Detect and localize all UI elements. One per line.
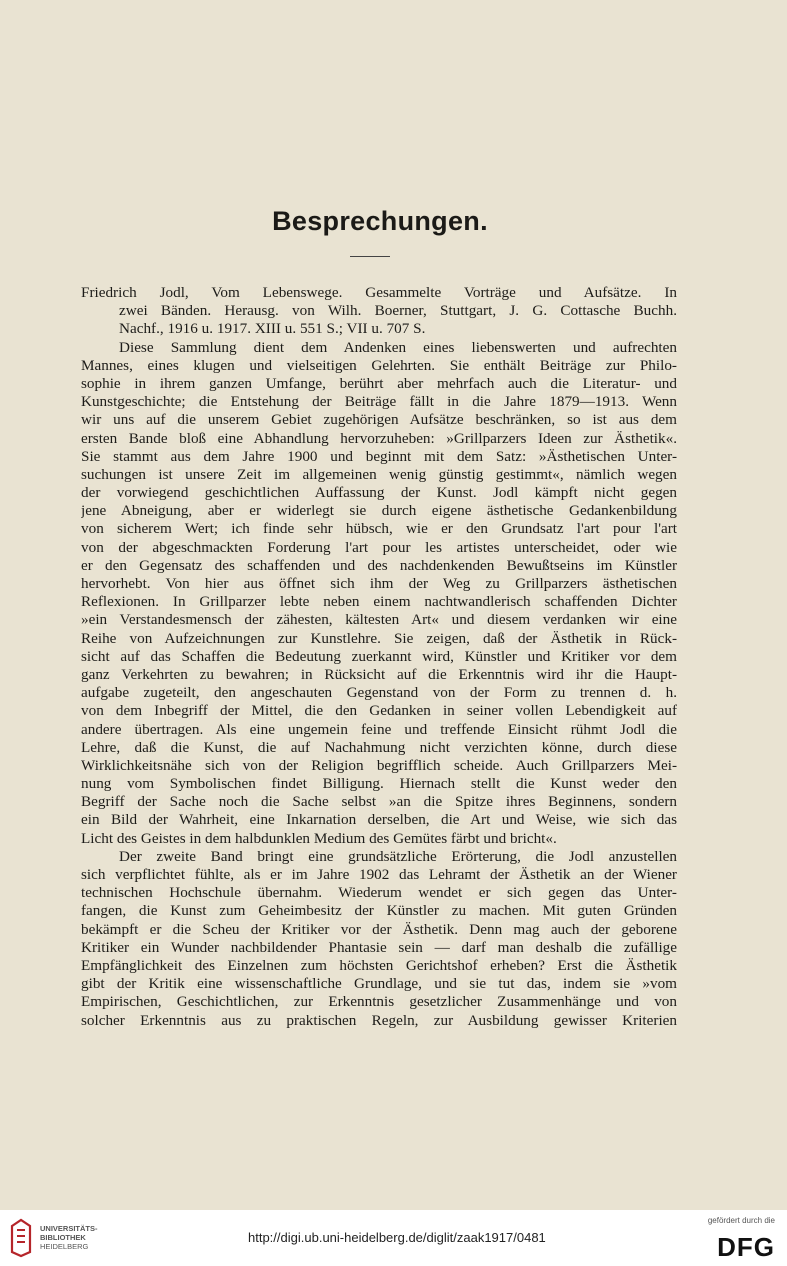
text-line: Diese Sammlung dient dem Andenken eines liebenswerten und aufrechten xyxy=(119,338,677,356)
text-line: jene Abneigung, aber er widerlegt sie durch eigene ästhetische Gedankenbildung xyxy=(81,502,677,520)
text-line: Friedrich Jodl, Vom Lebenswege. Gesammelte Vorträge und Aufsätze. In xyxy=(81,284,677,301)
text-line: sich verpflichtet fühlte, als er im Jahre 1902 das Lehramt der Ästhetik an der Wiener xyxy=(81,866,677,883)
text-line: Kunstgeschichte; die Entstehung der Beiträge fällt in die Jahre 1879—1913. Wenn xyxy=(81,393,677,411)
library-name-line: UNIVERSITÄTS- xyxy=(40,1224,98,1233)
text-line: »ein Verstandesmensch der zähesten, kältesten Art« und diesem verdanken wir eine xyxy=(81,611,677,629)
text-line: bekämpft er die Scheu der Kritiker vor der Ästhetik. Denn mag auch der geborene xyxy=(81,920,677,938)
text-line: Lehre, daß die Kunst, die auf Nachahmung nicht verzichten könne, durch diese xyxy=(81,738,677,756)
text-line: gibt der Kritik eine wissenschaftliche Grundlage, und sie tut das, indem sie »vom xyxy=(81,975,677,993)
text-line: technischen Hochschule übernahm. Wiederum wendet er sich gegen das Unter- xyxy=(81,884,677,902)
text-line: andere übertragen. Als eine ungemein feine und treffende Einsicht rühmt Jodl die xyxy=(81,720,677,738)
text-line: sophie in ihrem ganzen Umfange, berührt aber mehrfach auch die Literatur- und xyxy=(81,374,677,392)
text-line: fangen, die Kunst zum Geheimbesitz der Künstler zu machen. Mit guten Gründen xyxy=(81,902,677,920)
text-line: Wirklichkeitsnähe sich von der Religion begrifflich scheide. Auch Grillparzers Mei- xyxy=(81,756,677,774)
section-heading: Besprechungen. xyxy=(272,206,488,236)
text-line: von der abgeschmackten Forderung l'art pour les artistes unterscheidet, oder wie xyxy=(81,538,677,556)
text-line: der vorwiegend geschichtlichen Auffassung der Kunst. Jodl kämpft nicht gegen xyxy=(81,484,677,502)
text-line: sicht auf das Schaffen die Bedeutung zuerkannt wird, Künstler und Kritiker vor dem xyxy=(81,647,677,665)
review-text xyxy=(81,284,677,1030)
library-name-line: HEIDELBERG xyxy=(40,1242,89,1251)
text-line: hervorhebt. Von hier aus öffnet sich ihm der Weg zu Grillparzers ästhetischen xyxy=(81,575,677,592)
text-line: Empfänglichkeit des Einzelnen zum höchsten Gerichtshof erheben? Erst die Ästhetik xyxy=(81,956,677,974)
library-logo-icon xyxy=(8,1218,34,1258)
text-line: Reflexionen. In Grillparzer lebte neben einem nachtwandlerisch schaffenden Dichter xyxy=(81,593,677,611)
text-line: ganz Verkehrten zu bewahren; in Rücksicht auf die Erkenntnis wird ihr die Haupt- xyxy=(81,665,677,683)
text-line: solcher Erkenntnis aus zu praktischen Regeln, zur Ausbildung gewisser Kriterien xyxy=(81,1011,677,1029)
text-line: ersten Bande bloß eine Abhandlung hervorzuheben: »Grillparzers Ideen zur Ästhetik«. xyxy=(81,429,677,447)
text-line: von sicherem Wert; ich finde sehr hübsch, wie er den Grundsatz l'art pour l'art xyxy=(81,520,677,538)
permalink-url[interactable]: http://digi.ub.uni-heidelberg.de/diglit/zaak1917/0481 xyxy=(248,1230,546,1245)
funded-by-label: gefördert durch die xyxy=(707,1216,775,1225)
text-line: Nachf., 1916 u. 1917. XIII u. 551 S.; VII u. 707 S. xyxy=(119,320,426,338)
text-line: aufgabe zugeteilt, den angeschauten Gegenstand von der Form zu trennen d. h. xyxy=(81,684,677,702)
text-line: von dem Inbegriff der Mittel, die den Gedanken in seiner vollen Lebendigkeit auf xyxy=(81,702,677,720)
text-line: ein Bild der Wahrheit, eine Inkarnation derselben, die Art und Weise, wie sich das xyxy=(81,811,677,829)
text-line: er den Gegensatz des schaffenden und des nachdenkenden Bewußtseins im Künstler xyxy=(81,556,677,574)
text-line: Empirischen, Geschichtlichen, zur Erkenntnis gesetzlicher Zusammenhänge und von xyxy=(81,993,677,1011)
text-line: wir uns auf die unserem Gebiet zugehörigen Aufsätze beschränken, so ist aus dem xyxy=(81,411,677,429)
dfg-logo: DFG xyxy=(717,1232,775,1262)
text-line: Sie stammt aus dem Jahre 1900 und beginnt mit dem Satz: »Ästhetischen Unter- xyxy=(81,447,677,465)
text-line: suchungen ist unsere Zeit im allgemeinen wenig günstig gestimmt«, nämlich wegen xyxy=(81,465,677,483)
text-line: nung vom Symbolischen findet Billigung. Hiernach stellt die Kunst weder den xyxy=(81,775,677,793)
text-line: Reihe von Aufzeichnungen zur Kunstlehre. Sie zeigen, daß der Ästhetik in Rück- xyxy=(81,629,677,647)
text-line: Kritiker ein Wunder nachbildender Phantasie sein — darf man deshalb die zufällige xyxy=(81,938,677,956)
text-line: Mannes, eines klugen und vielseitigen Gelehrten. Sie enthält Beiträge zur Philo- xyxy=(81,356,677,374)
text-line: Der zweite Band bringt eine grundsätzliche Erörterung, die Jodl anzustellen xyxy=(119,847,677,865)
text-line: Licht des Geistes in dem halbdunklen Medium des Gemütes färbt und bricht«. xyxy=(81,829,557,847)
viewer-footer xyxy=(0,1210,787,1266)
library-name-line: BIBLIOTHEK xyxy=(40,1233,86,1242)
text-line: zwei Bänden. Herausg. von Wilh. Boerner, Stuttgart, J. G. Cottasche Buchh. xyxy=(119,302,677,320)
text-line: Begriff der Sache noch die Sache selbst »an die Spitze ihres Beginnens, sondern xyxy=(81,793,677,811)
library-name xyxy=(40,1224,98,1251)
heading-rule xyxy=(350,256,390,257)
